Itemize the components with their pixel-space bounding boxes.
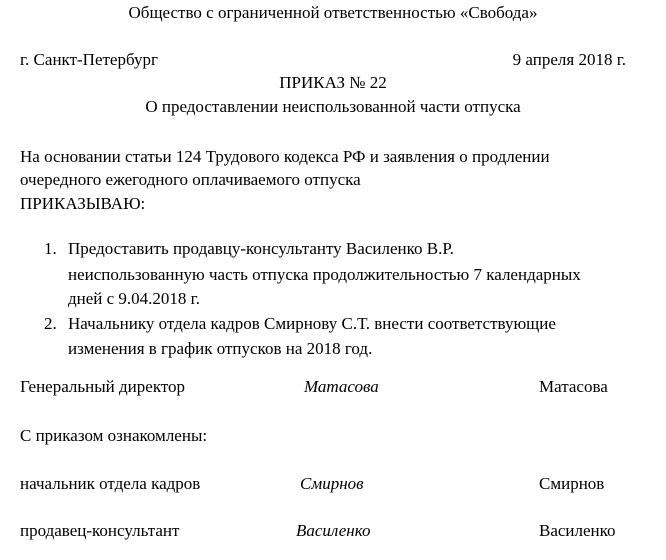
director-name: Матасова bbox=[539, 377, 608, 396]
item-line: неиспользованную часть отпуска продолжительностью 7 календарных bbox=[68, 265, 581, 284]
order-city: г. Санкт-Петербург bbox=[20, 50, 158, 69]
item-line: дней с 9.04.2018 г. bbox=[68, 289, 200, 308]
item-line: изменения в график отпусков на 2018 год. bbox=[68, 339, 373, 358]
director-position: Генеральный директор bbox=[20, 377, 186, 396]
order-title: ПРИКАЗ № 22 bbox=[279, 73, 387, 92]
employee-signature: Смирнов bbox=[300, 474, 364, 493]
employee-position: начальник отдела кадров bbox=[20, 474, 201, 493]
employee-signature: Василенко bbox=[296, 521, 371, 540]
order-date: 9 апреля 2018 г. bbox=[512, 50, 626, 69]
basis-line-1: На основании статьи 124 Трудового кодекса РФ и заявления о продлении bbox=[20, 147, 550, 166]
basis-line-2: очередного ежегодного оплачиваемого отпуска bbox=[20, 170, 361, 189]
employee-name: Василенко bbox=[539, 521, 616, 540]
employee-position: продавец-консультант bbox=[20, 521, 180, 540]
acquainted-label: С приказом ознакомлены: bbox=[20, 426, 208, 445]
employee-name: Смирнов bbox=[539, 474, 605, 493]
item-line: Предоставить продавцу-консультанту Василенко В.Р. bbox=[68, 239, 454, 258]
item-number: 1. bbox=[44, 239, 57, 258]
order-subject: О предоставлении неиспользованной части отпуска bbox=[145, 97, 521, 116]
director-signature: Матасова bbox=[304, 377, 379, 396]
item-number: 2. bbox=[44, 314, 57, 333]
order-command: ПРИКАЗЫВАЮ: bbox=[20, 194, 146, 213]
item-line: Начальнику отдела кадров Смирнову С.Т. внести соответствующие bbox=[68, 314, 556, 333]
company-name: Общество с ограниченной ответственностью «Свобода» bbox=[128, 3, 538, 22]
